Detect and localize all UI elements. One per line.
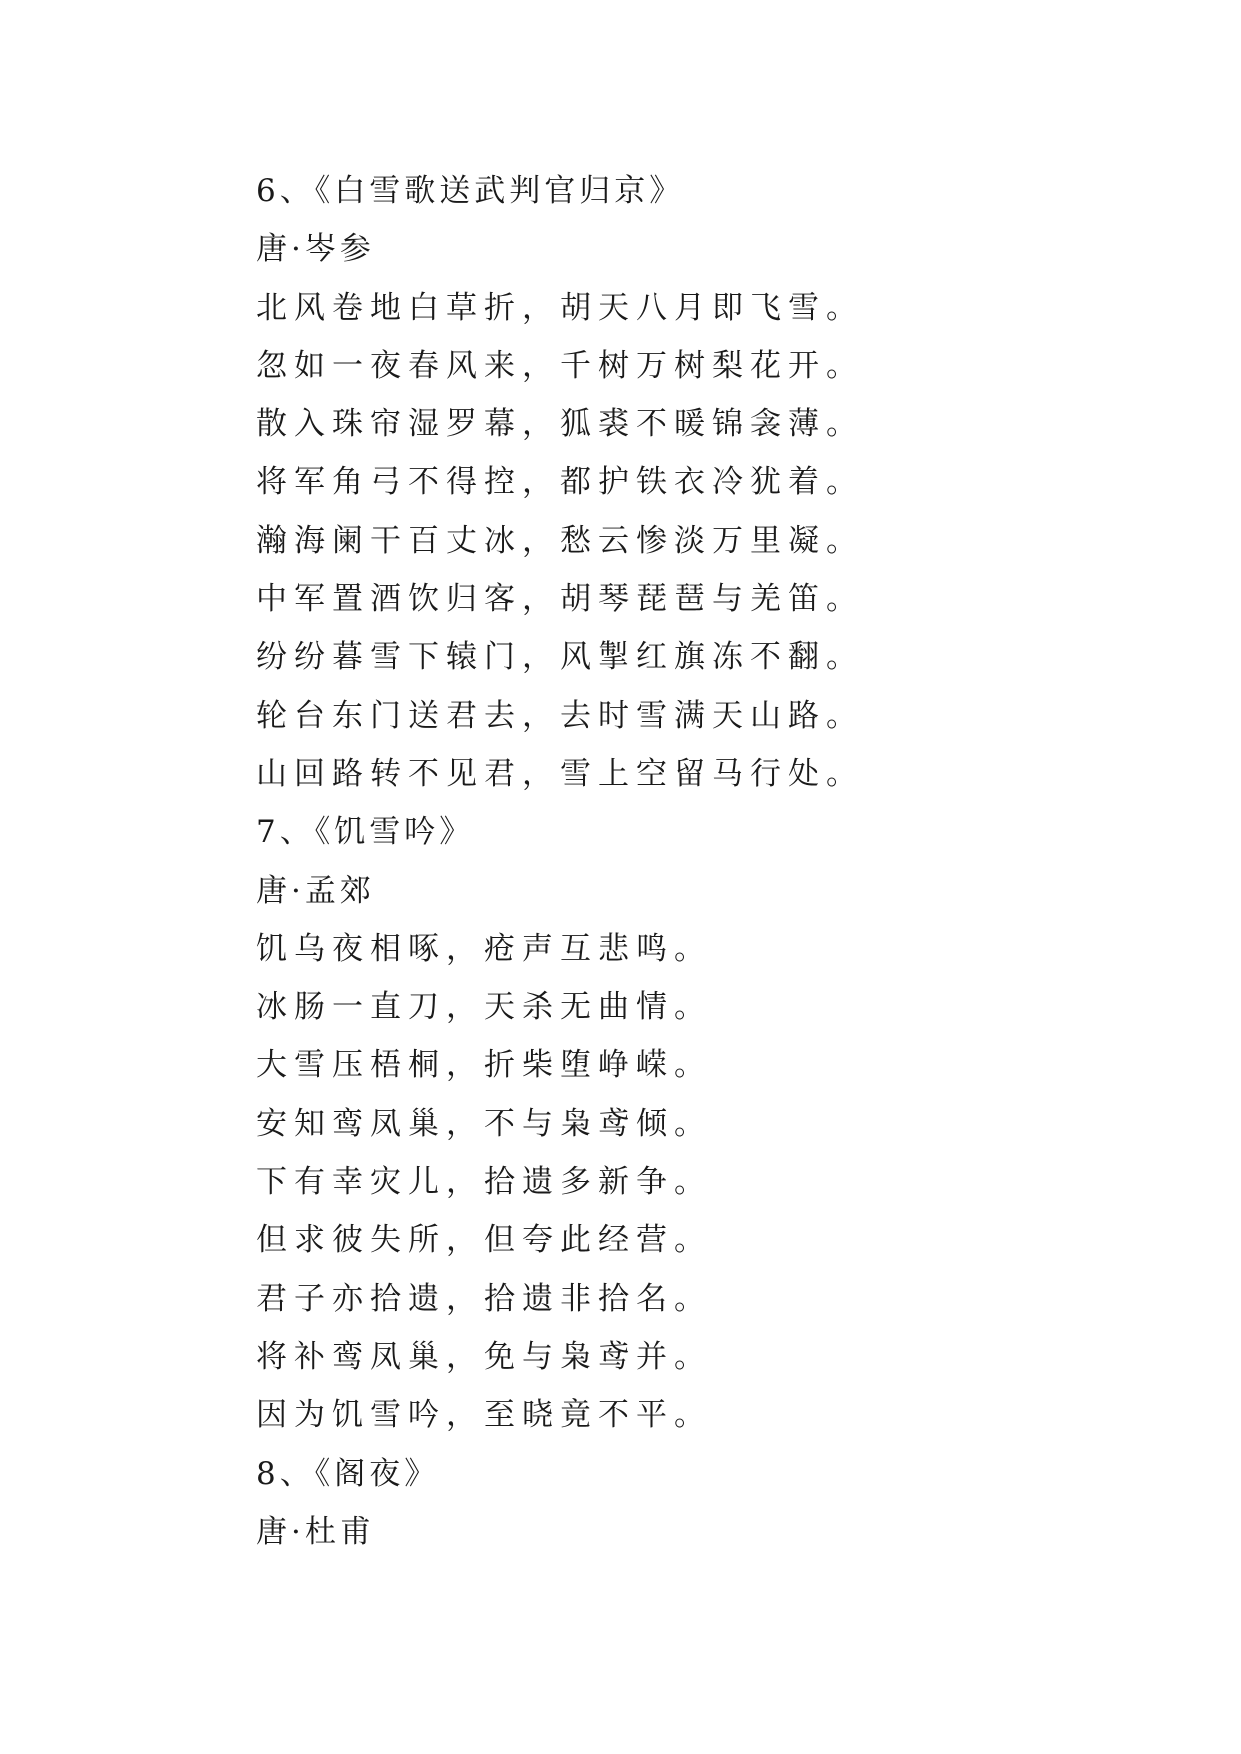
poem-line: 将补鸾凤巢，免与枭鸢并。 [256, 1338, 712, 1375]
poem-author: 唐·岑参 [256, 231, 375, 268]
poem-line: 君子亦拾遗，拾遗非拾名。 [256, 1280, 712, 1317]
poem-line: 将军角弓不得控，都护铁衣冷犹着。 [256, 464, 864, 501]
poem-line: 瀚海阑干百丈冰，愁云惨淡万里凝。 [256, 522, 864, 559]
poem-line: 下有幸灾儿，拾遗多新争。 [256, 1164, 712, 1201]
poem-line: 轮台东门送君去，去时雪满天山路。 [256, 697, 864, 734]
poem-line: 山回路转不见君，雪上空留马行处。 [256, 755, 864, 792]
poem-title: 8、《阁夜》 [256, 1455, 440, 1492]
poem-author: 唐·杜甫 [256, 1513, 375, 1550]
poem-title: 7、《饥雪吟》 [256, 814, 475, 851]
poem-line: 冰肠一直刀，天杀无曲情。 [256, 989, 712, 1026]
poem-title: 6、《白雪歌送武判官归京》 [256, 173, 685, 209]
poem-line: 中军置酒饮归客，胡琴琵琶与羌笛。 [256, 581, 864, 618]
poem-line: 因为饥雪吟，至晓竟不平。 [256, 1397, 712, 1434]
poem-line: 饥乌夜相啄，疮声互悲鸣。 [256, 930, 712, 967]
poem-line: 北风卷地白草折，胡天八月即飞雪。 [256, 289, 864, 326]
poem-line: 忽如一夜春风来，千树万树梨花开。 [256, 347, 864, 384]
poem-author: 唐·孟郊 [256, 872, 375, 909]
poem-line: 纷纷暮雪下辕门，风掣红旗冻不翻。 [256, 639, 864, 676]
poem-line: 安知鸾凤巢，不与枭鸢倾。 [256, 1105, 712, 1142]
poem-line: 大雪压梧桐，折柴堕峥嵘。 [256, 1047, 712, 1084]
poem-content [256, 162, 1156, 1561]
poem-line: 散入珠帘湿罗幕，狐裘不暖锦衾薄。 [256, 406, 864, 443]
poem-line: 但求彼失所，但夸此经营。 [256, 1222, 712, 1259]
